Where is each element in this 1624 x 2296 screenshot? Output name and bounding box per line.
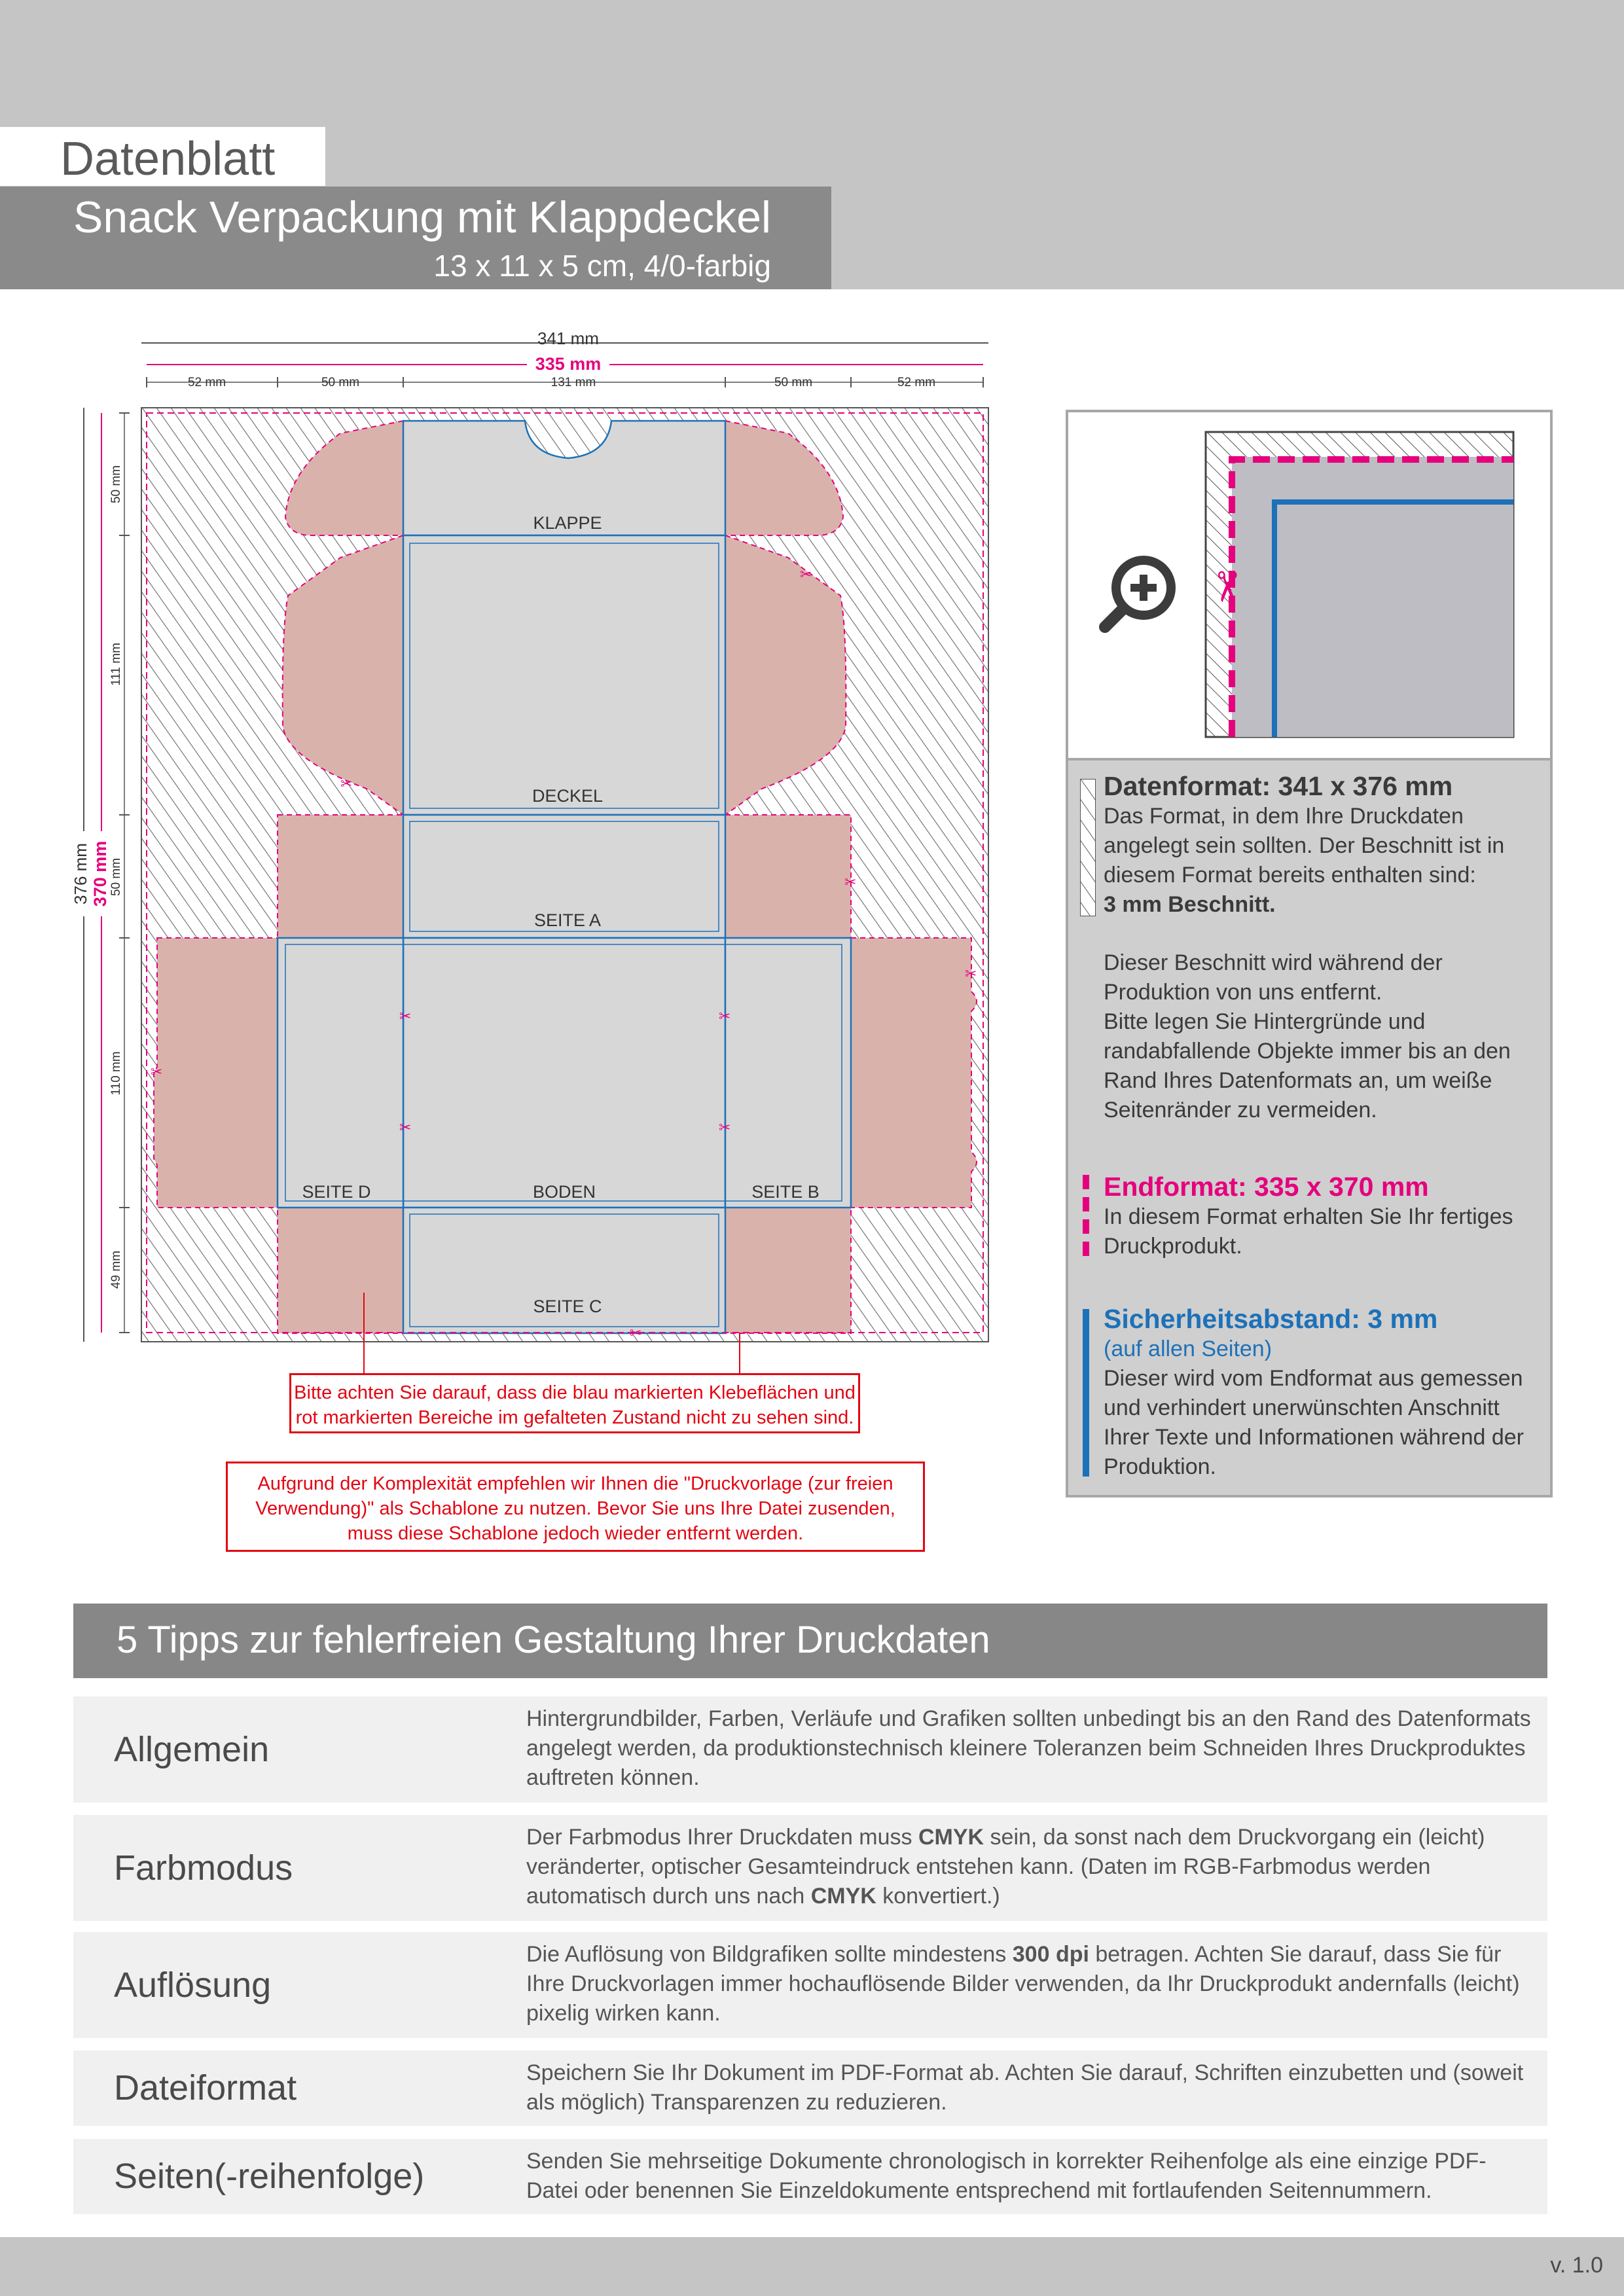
tip-aufloesung bbox=[73, 1932, 1547, 2038]
tips-header bbox=[73, 1604, 1547, 1678]
tip-title-seiten: Seiten(-reihenfolge) bbox=[114, 2157, 425, 2196]
label-boden: BODEN bbox=[532, 1182, 596, 1202]
tip-seiten bbox=[73, 2139, 1547, 2214]
dim-total-width: 341 mm bbox=[537, 329, 599, 348]
flap-c-left bbox=[278, 1208, 403, 1333]
dim-h-3: 131 mm bbox=[550, 376, 596, 389]
template-warning-text: Aufgrund der Komplexität empfehlen wir Ihnen die "Druckvorlage (zur freien Verwendung)" als Schablone zu nutzen. Bevor Sie uns Ihre Datei zusenden, muss diese Schablone jedoch wieder entfernt werden. bbox=[255, 1473, 895, 1544]
svg-text:✂: ✂ bbox=[340, 776, 353, 792]
dim-final-width: 335 mm bbox=[535, 354, 602, 374]
page-title: Datenblatt bbox=[60, 133, 276, 185]
tip-title-farbmodus: Farbmodus bbox=[114, 1848, 293, 1888]
datenformat-text: Das Format, in dem Ihre Druckdaten angelegt sein sollten. Der Beschnitt ist in diesem Format bereits enthalten sind: bbox=[1104, 804, 1505, 888]
svg-text:✂: ✂ bbox=[399, 1119, 412, 1136]
sicherheit-text: Dieser wird vom Endformat aus gemessen und verhindert unerwünschten Anschnitt Ihrer Texte und Informationen während der Produktion. bbox=[1104, 1366, 1524, 1479]
product-banner bbox=[0, 187, 831, 289]
zoom-in-icon bbox=[1105, 560, 1171, 627]
flap-c-right bbox=[725, 1208, 851, 1333]
tip-allgemein bbox=[73, 1696, 1547, 1803]
sicherheit-marker bbox=[1083, 1309, 1089, 1477]
panel-boden bbox=[403, 938, 725, 1208]
tip-title-aufloesung: Auflösung bbox=[114, 1965, 272, 2005]
zoom-detail bbox=[1068, 412, 1550, 761]
title-tab bbox=[0, 127, 325, 186]
tip-text-dateiformat: Speichern Sie Ihr Dokument im PDF-Format ab. Achten Sie darauf, Schriften einzubetten und (soweit als möglich) Transparenzen zu reduzieren. bbox=[526, 2060, 1524, 2115]
dim-v-1: 50 mm bbox=[109, 465, 123, 504]
panel-seite-b bbox=[725, 938, 851, 1208]
panel-seite-d bbox=[278, 938, 403, 1208]
sicherheit-title: Sicherheitsabstand: 3 mm bbox=[1104, 1304, 1438, 1334]
template-warning-note bbox=[226, 1462, 925, 1552]
sicherheit-sub: (auf allen Seiten) bbox=[1104, 1336, 1272, 1361]
svg-text:✂: ✂ bbox=[844, 874, 857, 890]
svg-text:✂: ✂ bbox=[800, 566, 812, 583]
label-seite-a: SEITE A bbox=[533, 910, 602, 930]
tip-farbmodus bbox=[73, 1815, 1547, 1921]
endformat-text: In diesem Format erhalten Sie Ihr fertiges Druckprodukt. bbox=[1104, 1204, 1513, 1259]
version-label: v. 1.0 bbox=[1550, 2253, 1603, 2278]
flap-side-right bbox=[851, 938, 977, 1208]
endformat-marker bbox=[1083, 1175, 1089, 1261]
datenformat-hatch-marker bbox=[1080, 779, 1096, 916]
beschnitt-text-1: Dieser Beschnitt wird während der Produktion von uns entfernt. bbox=[1104, 950, 1443, 1005]
glue-warning-note bbox=[289, 1373, 860, 1433]
dim-h-1: 52 mm bbox=[187, 376, 226, 389]
datenformat-title: Datenformat: 341 x 376 mm bbox=[1104, 771, 1453, 801]
datenformat-section bbox=[1104, 771, 1549, 1125]
endformat-title: Endformat: 335 x 370 mm bbox=[1104, 1172, 1429, 1202]
dim-v-3: 50 mm bbox=[109, 857, 123, 897]
dim-h-2: 50 mm bbox=[321, 376, 360, 389]
dim-total-height: 376 mm bbox=[71, 843, 90, 905]
beschnitt-text-2: Bitte legen Sie Hintergründe und randabfallende Objekte immer bis an den Rand Ihres Datenformats an, um weiße Seitenränder zu vermeiden. bbox=[1104, 1009, 1511, 1122]
panel-deckel bbox=[403, 535, 725, 815]
label-seite-b: SEITE B bbox=[751, 1182, 820, 1202]
dim-v-4: 110 mm bbox=[109, 1051, 123, 1096]
endformat-section bbox=[1104, 1172, 1549, 1261]
dim-v-5: 49 mm bbox=[109, 1250, 123, 1289]
tip-text-allgemein: Hintergrundbilder, Farben, Verläufe und Grafiken sollten unbedingt bis an den Rand des Datenformats angelegt werden, da produktionstechnisch kleinere Toleranzen beim Schneiden Ihres Druckproduktes auftreten können. bbox=[526, 1706, 1531, 1790]
svg-text:✂: ✂ bbox=[399, 1008, 412, 1024]
dim-h-4: 50 mm bbox=[774, 376, 813, 389]
flap-a-left bbox=[278, 815, 403, 938]
svg-text:✂: ✂ bbox=[151, 1064, 163, 1080]
tip-text-aufloesung: Die Auflösung von Bildgrafiken sollte mindestens 300 dpi betragen. Achten Sie darauf, dass Sie für Ihre Druckvorlagen immer hochauflösende Bilder verwenden, da Ihr Druckprodukt andernfalls (leicht) pixelig wirken kann. bbox=[526, 1942, 1520, 2026]
info-panel bbox=[1066, 410, 1553, 1498]
label-seite-c: SEITE C bbox=[533, 1297, 602, 1316]
footer-band bbox=[0, 2237, 1624, 2296]
flap-side-left bbox=[154, 938, 278, 1208]
flap-a-right bbox=[725, 815, 851, 938]
tip-text-seiten: Senden Sie mehrseitige Dokumente chronologisch in korrekter Reihenfolge als eine einzige PDF-Datei oder benennen Sie Einzeldokumente entsprechend mit fortlaufenden Seitennummern. bbox=[526, 2149, 1487, 2203]
tip-title-allgemein: Allgemein bbox=[114, 1730, 270, 1769]
svg-text:✂: ✂ bbox=[719, 1119, 731, 1136]
label-seite-d: SEITE D bbox=[302, 1182, 371, 1202]
tips-title: 5 Tipps zur fehlerfreien Gestaltung Ihrer Druckdaten bbox=[117, 1619, 990, 1661]
dim-h-5: 52 mm bbox=[897, 376, 936, 389]
product-spec: 13 x 11 x 5 cm, 4/0-farbig bbox=[433, 249, 771, 283]
tip-text-farbmodus: Der Farbmodus Ihrer Druckdaten muss CMYK sein, da sonst nach dem Druckvorgang ein (leicht) veränderter, optischer Gesamteindruck entstehen kann. (Daten im RGB-Farbmodus werden automatisch durch uns nach CMYK konvertiert.) bbox=[526, 1825, 1485, 1909]
svg-text:✂: ✂ bbox=[719, 1008, 731, 1024]
scissors-icon: ✂ bbox=[1203, 569, 1250, 605]
sicherheit-section bbox=[1104, 1304, 1549, 1482]
tip-title-dateiformat: Dateiformat bbox=[114, 2068, 297, 2108]
label-deckel: DECKEL bbox=[532, 786, 604, 806]
svg-text:✂: ✂ bbox=[630, 1325, 642, 1341]
label-klappe: KLAPPE bbox=[533, 513, 602, 533]
glue-warning-text: Bitte achten Sie darauf, dass die blau markierten Klebeflächen und rot markierten Bereiche im gefalteten Zustand nicht zu sehen sind. bbox=[294, 1382, 856, 1428]
dim-v-2: 111 mm bbox=[109, 643, 123, 686]
dim-final-height: 370 mm bbox=[90, 840, 110, 907]
datenformat-bold: 3 mm Beschnitt. bbox=[1104, 892, 1276, 917]
svg-text:✂: ✂ bbox=[965, 965, 977, 982]
tip-dateiformat bbox=[73, 2051, 1547, 2126]
product-name: Snack Verpackung mit Klappdeckel bbox=[73, 192, 771, 242]
